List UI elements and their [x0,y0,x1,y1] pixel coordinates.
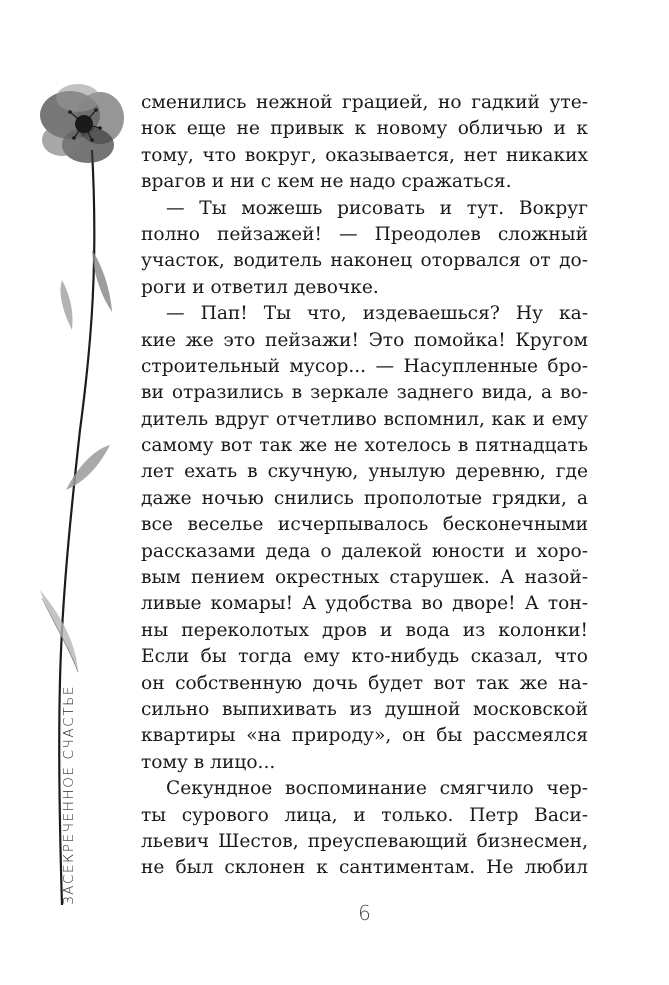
text-line: ты сурового лица, и только. Петр Васи- [141,804,588,826]
text-line: роги и ответил девочке. [141,276,379,298]
text-line: участок, водитель наконец оторвался от до- [141,250,588,272]
text-line: врагов и ни с кем не надо сражаться. [141,171,512,193]
text-line: сменились нежной грацией, но гадкий уте- [141,92,588,113]
text-line: вым пением окрестных старушек. А назой- [141,567,588,589]
text-line: льевич Шестов, преуспевающий бизнесмен, [141,830,588,852]
page-number: 6 [358,901,371,925]
leaf-upper-left [60,280,72,330]
running-title: ЗАСЕКРЕЧЕННОЕ СЧАСТЬЕ [61,684,77,905]
text-line: все веселье исчерпывалось бесконечными [141,514,588,536]
text-line: ны переколотых дров и вода из колонки! [141,619,588,641]
text-line: строительный мусор... — Насупленные бро- [141,355,588,377]
text-line: тому, что вокруг, оказывается, нет никаких [141,144,588,166]
text-line: самому вот так же не хотелось в пятнадцать [141,435,588,457]
text-line: лет ехать в скучную, унылую деревню, где [141,461,588,483]
body-text [141,90,588,882]
text-line: тому в лицо... [141,751,276,773]
text-line: рассказами деда о далекой юности и хоро- [141,540,588,562]
text-line: Секундное воспоминание смягчило чер- [166,778,588,800]
leaf-middle-right [66,445,110,490]
text-line: дитель вдруг отчетливо вспомнил, как и ему [141,408,588,430]
text-line: сильно выпихивать из душной московской [141,698,588,720]
text-line: ливые комары! А удобства во дворе! А тон- [141,593,588,615]
text-line: кие же это пейзажи! Это помойка! Кругом [141,329,588,351]
text-line: нок еще не привык к новому обличью и к [141,118,588,140]
poppy-blossom [40,84,124,163]
text-line: Если бы тогда ему кто-нибудь сказал, что [141,646,588,668]
text-line: квартиры «на природу», он бы рассмеялся [141,725,588,747]
text-line: — Пап! Ты что, издеваешься? Ну ка- [166,303,588,325]
text-line: полно пейзажей! — Преодолев сложный [141,223,588,245]
text-line: ви отразились в зеркале заднего вида, а во- [141,382,588,404]
text-line: даже ночью снились прополотые грядки, а [141,487,588,509]
leaf-upper-right [92,250,112,312]
text-line: — Ты можешь рисовать и тут. Вокруг [166,197,588,219]
text-line: он собственную дочь будет вот так же на- [141,672,588,694]
text-line: не был склонен к сантиментам. Не любил [141,857,588,879]
